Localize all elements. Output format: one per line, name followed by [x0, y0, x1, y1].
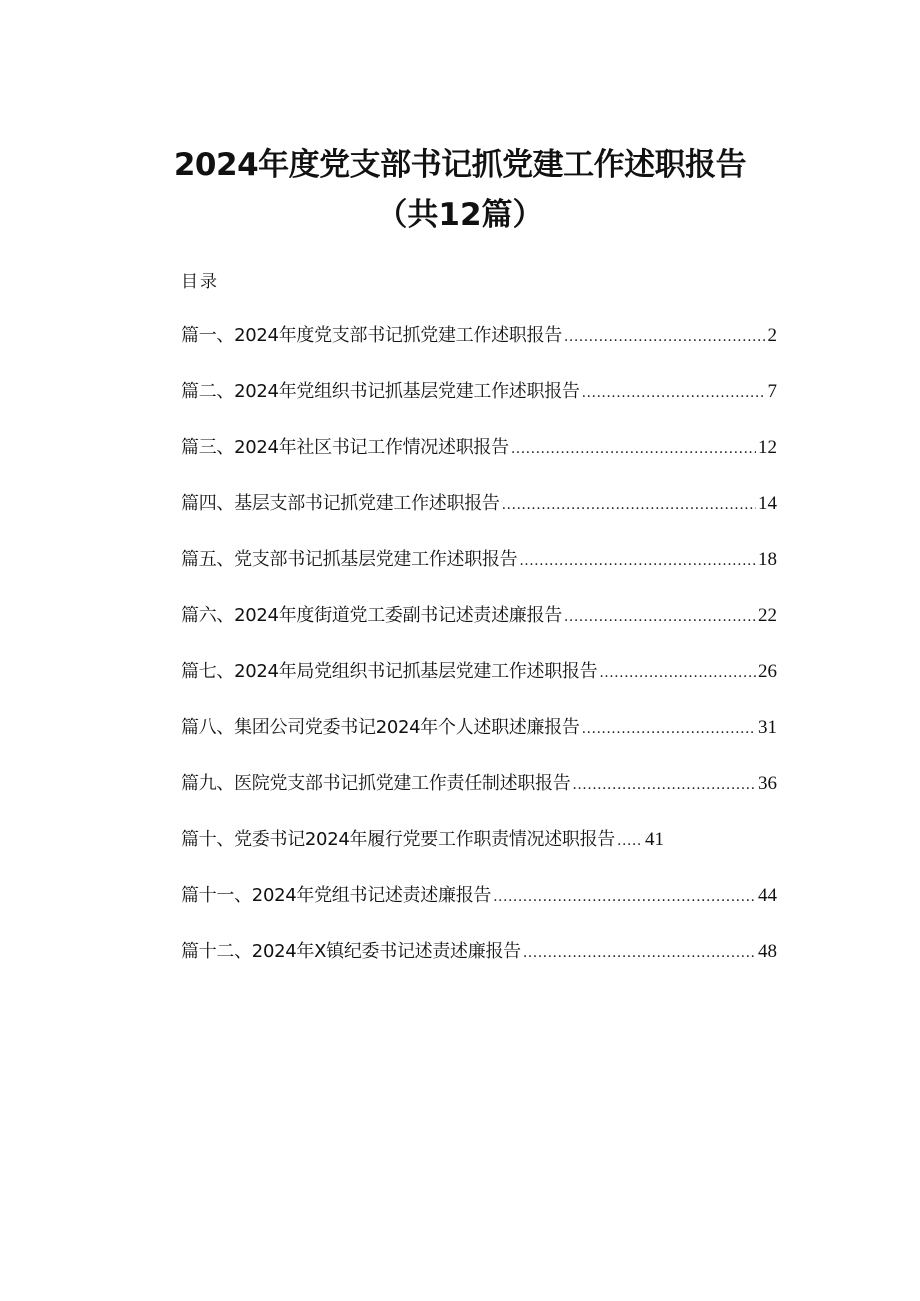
document-title [0, 140, 920, 240]
toc-entry-title: 篇一、2024年度党支部书记抓党建工作述职报告 [181, 325, 562, 346]
toc-page-number: 44 [758, 885, 777, 906]
toc-leader-dots [511, 433, 756, 465]
toc-page-number: 41 [645, 829, 665, 850]
toc-entry-title: 篇七、2024年局党组织书记抓基层党建工作述职报告 [181, 661, 598, 682]
toc-entry-6[interactable] [181, 600, 777, 656]
toc-leader-dots [502, 489, 756, 521]
toc-leader-dots [564, 321, 766, 353]
toc-entry-title: 篇二、2024年党组织书记抓基层党建工作述职报告 [181, 381, 580, 402]
toc-entry-11[interactable] [181, 880, 777, 936]
toc-entry-title: 篇十二、2024年X镇纪委书记述责述廉报告 [181, 941, 521, 962]
toc-page-number: 26 [758, 661, 777, 682]
toc-entry-title: 篇八、集团公司党委书记2024年个人述职述廉报告 [181, 717, 580, 738]
toc-entry-2[interactable] [181, 376, 777, 432]
toc-entry-7[interactable] [181, 656, 777, 712]
title-line-1: 2024年度党支部书记抓党建工作述职报告 [173, 147, 747, 183]
toc-entry-title: 篇十一、2024年党组书记述责述廉报告 [181, 885, 492, 906]
toc-leader-dots [599, 657, 756, 689]
toc-leader-dots [582, 377, 766, 409]
toc-entry-9[interactable] [181, 768, 777, 824]
toc-leader-dots [617, 825, 643, 857]
toc-page-number: 7 [767, 381, 777, 402]
toc-leader-dots [582, 713, 756, 745]
toc-page-number: 31 [758, 717, 777, 738]
toc-entry-title: 篇十、党委书记2024年履行党要工作职责情况述职报告 [181, 829, 616, 850]
toc-entry-8[interactable] [181, 712, 777, 768]
table-of-contents [181, 320, 777, 992]
toc-entry-title: 篇六、2024年度街道党工委副书记述责述廉报告 [181, 605, 562, 626]
toc-page-number: 2 [767, 325, 777, 346]
toc-entry-3[interactable] [181, 432, 777, 488]
toc-entry-10[interactable] [181, 824, 777, 880]
toc-entry-title: 篇三、2024年社区书记工作情况述职报告 [181, 437, 509, 458]
toc-leader-dots [572, 769, 756, 801]
toc-leader-dots [564, 601, 756, 633]
toc-page-number: 18 [758, 549, 777, 570]
toc-entry-5[interactable] [181, 544, 777, 600]
toc-page-number: 22 [758, 605, 777, 626]
toc-leader-dots [523, 937, 756, 969]
toc-page-number: 14 [758, 493, 777, 514]
toc-heading: 目录 [181, 272, 219, 292]
toc-page-number: 36 [758, 773, 777, 794]
toc-entry-4[interactable] [181, 488, 777, 544]
toc-entry-title: 篇四、基层支部书记抓党建工作述职报告 [181, 493, 500, 514]
title-line-2: （共12篇） [376, 197, 544, 233]
toc-entry-title: 篇九、医院党支部书记抓党建工作责任制述职报告 [181, 773, 571, 794]
toc-entry-title: 篇五、党支部书记抓基层党建工作述职报告 [181, 549, 518, 570]
toc-page-number: 12 [758, 437, 777, 458]
toc-page-number: 48 [758, 941, 777, 962]
toc-leader-dots [493, 881, 756, 913]
toc-entry-1[interactable] [181, 320, 777, 376]
toc-leader-dots [519, 545, 756, 577]
toc-entry-12[interactable] [181, 936, 777, 992]
